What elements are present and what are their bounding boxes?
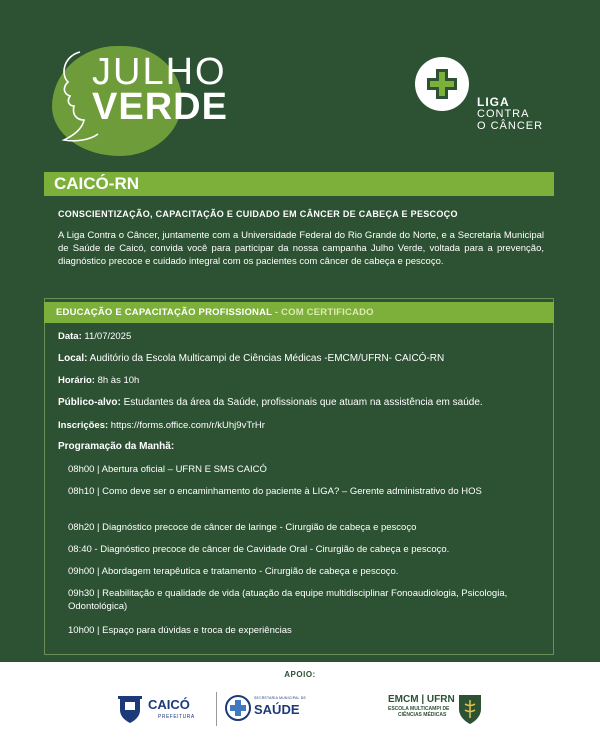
liga-name: LIGA <box>477 95 510 109</box>
caico-coat-of-arms-icon <box>116 694 144 724</box>
event-date <box>58 331 131 342</box>
campaign-title-line1: JULHO <box>92 51 227 93</box>
emcm-crest-icon <box>455 692 485 726</box>
program-title: Programação da Manhã: <box>58 441 175 452</box>
event-location <box>58 353 444 364</box>
city-title: CAICÓ-RN <box>54 174 139 193</box>
program-item: 10h00 | Espaço para dúvidas e troca de experiências <box>68 625 292 636</box>
event-heading-accent: - COM CERTIFICADO <box>272 307 374 318</box>
liga-cross-logo-icon <box>414 56 470 112</box>
liga-logo-text <box>477 96 543 132</box>
emcm-logo-sub1: ESCOLA MULTICAMPI DE <box>388 706 450 712</box>
saude-logo-name: SAÚDE <box>254 702 300 717</box>
emcm-logo-title: EMCM | UFRN <box>388 694 455 705</box>
location-label: Local: <box>58 353 88 364</box>
location-value: Auditório da Escola Multicampi de Ciências Médicas -EMCM/UFRN- CAICÓ-RN <box>87 353 445 364</box>
liga-name-line2: CONTRA <box>477 108 530 120</box>
program-item: 08:40 - Diagnóstico precoce de câncer de Cavidade Oral - Cirurgião de cabeça e pescoço. <box>68 544 450 555</box>
event-signup <box>58 420 265 431</box>
campaign-title-line2: VERDE <box>92 86 228 128</box>
liga-name-line3: O CÂNCER <box>477 120 544 132</box>
caico-logo-name: CAICÓ <box>148 697 190 712</box>
event-heading <box>56 302 374 323</box>
date-value: 11/07/2025 <box>81 331 132 342</box>
program-item: 08h10 | Como deve ser o encaminhamento do paciente à LIGA? – Gerente administrativo do HOS <box>68 486 482 497</box>
program-item: 08h00 | Abertura oficial – UFRN E SMS CAICÓ <box>68 464 267 475</box>
program-item: 08h20 | Diagnóstico precoce de câncer de laringe - Cirurgião de cabeça e pescoço <box>68 522 417 533</box>
footer-divider <box>216 692 217 726</box>
saude-cross-icon <box>224 692 252 724</box>
date-label: Data: <box>58 331 82 342</box>
emcm-logo-sub2: CIÊNCIAS MÉDICAS <box>398 712 447 718</box>
campaign-subtitle: CONSCIENTIZAÇÃO, CAPACITAÇÃO E CUIDADO EM CÂNCER DE CABEÇA E PESCOÇO <box>58 209 458 219</box>
time-label: Horário: <box>58 375 95 386</box>
support-label: APOIO: <box>284 670 316 679</box>
program-item: 09h00 | Abordagem terapêutica e tratamento - Cirurgião de cabeça e pescoço. <box>68 566 399 577</box>
saude-logo-sup: SECRETARIA MUNICIPAL DE <box>254 696 306 700</box>
event-heading-main: EDUCAÇÃO E CAPACITAÇÃO PROFISSIONAL <box>56 307 273 318</box>
audience-value: Estudantes da área da Saúde, profissionais que atuam na assistência em saúde. <box>120 397 483 408</box>
intro-paragraph: A Liga Contra o Câncer, juntamente com a Universidade Federal do Rio Grande do Norte, e a Secretaria Municipal de Saúde de Caicó, convida você para participar da nossa campanha Julho Verde, voltada para a prevenção, diagnóstico precoce e cuidado integral com os pacientes com câncer de cabeça e pescoço. <box>58 230 544 267</box>
signup-link[interactable]: https://forms.office.com/r/kUhj9vTrHr <box>108 420 265 431</box>
program-item: 09h30 | Reabilitação e qualidade de vida (atuação da equipe multidisciplinar Fonoaudiologia, Psicologia, Odontológica) <box>68 588 508 612</box>
caico-logo-sub: PREFEITURA <box>158 714 195 720</box>
time-value: 8h às 10h <box>94 375 140 386</box>
signup-label: Inscrições: <box>58 420 109 431</box>
event-time <box>58 375 139 386</box>
audience-label: Público-alvo: <box>58 397 121 408</box>
event-audience <box>58 397 483 408</box>
